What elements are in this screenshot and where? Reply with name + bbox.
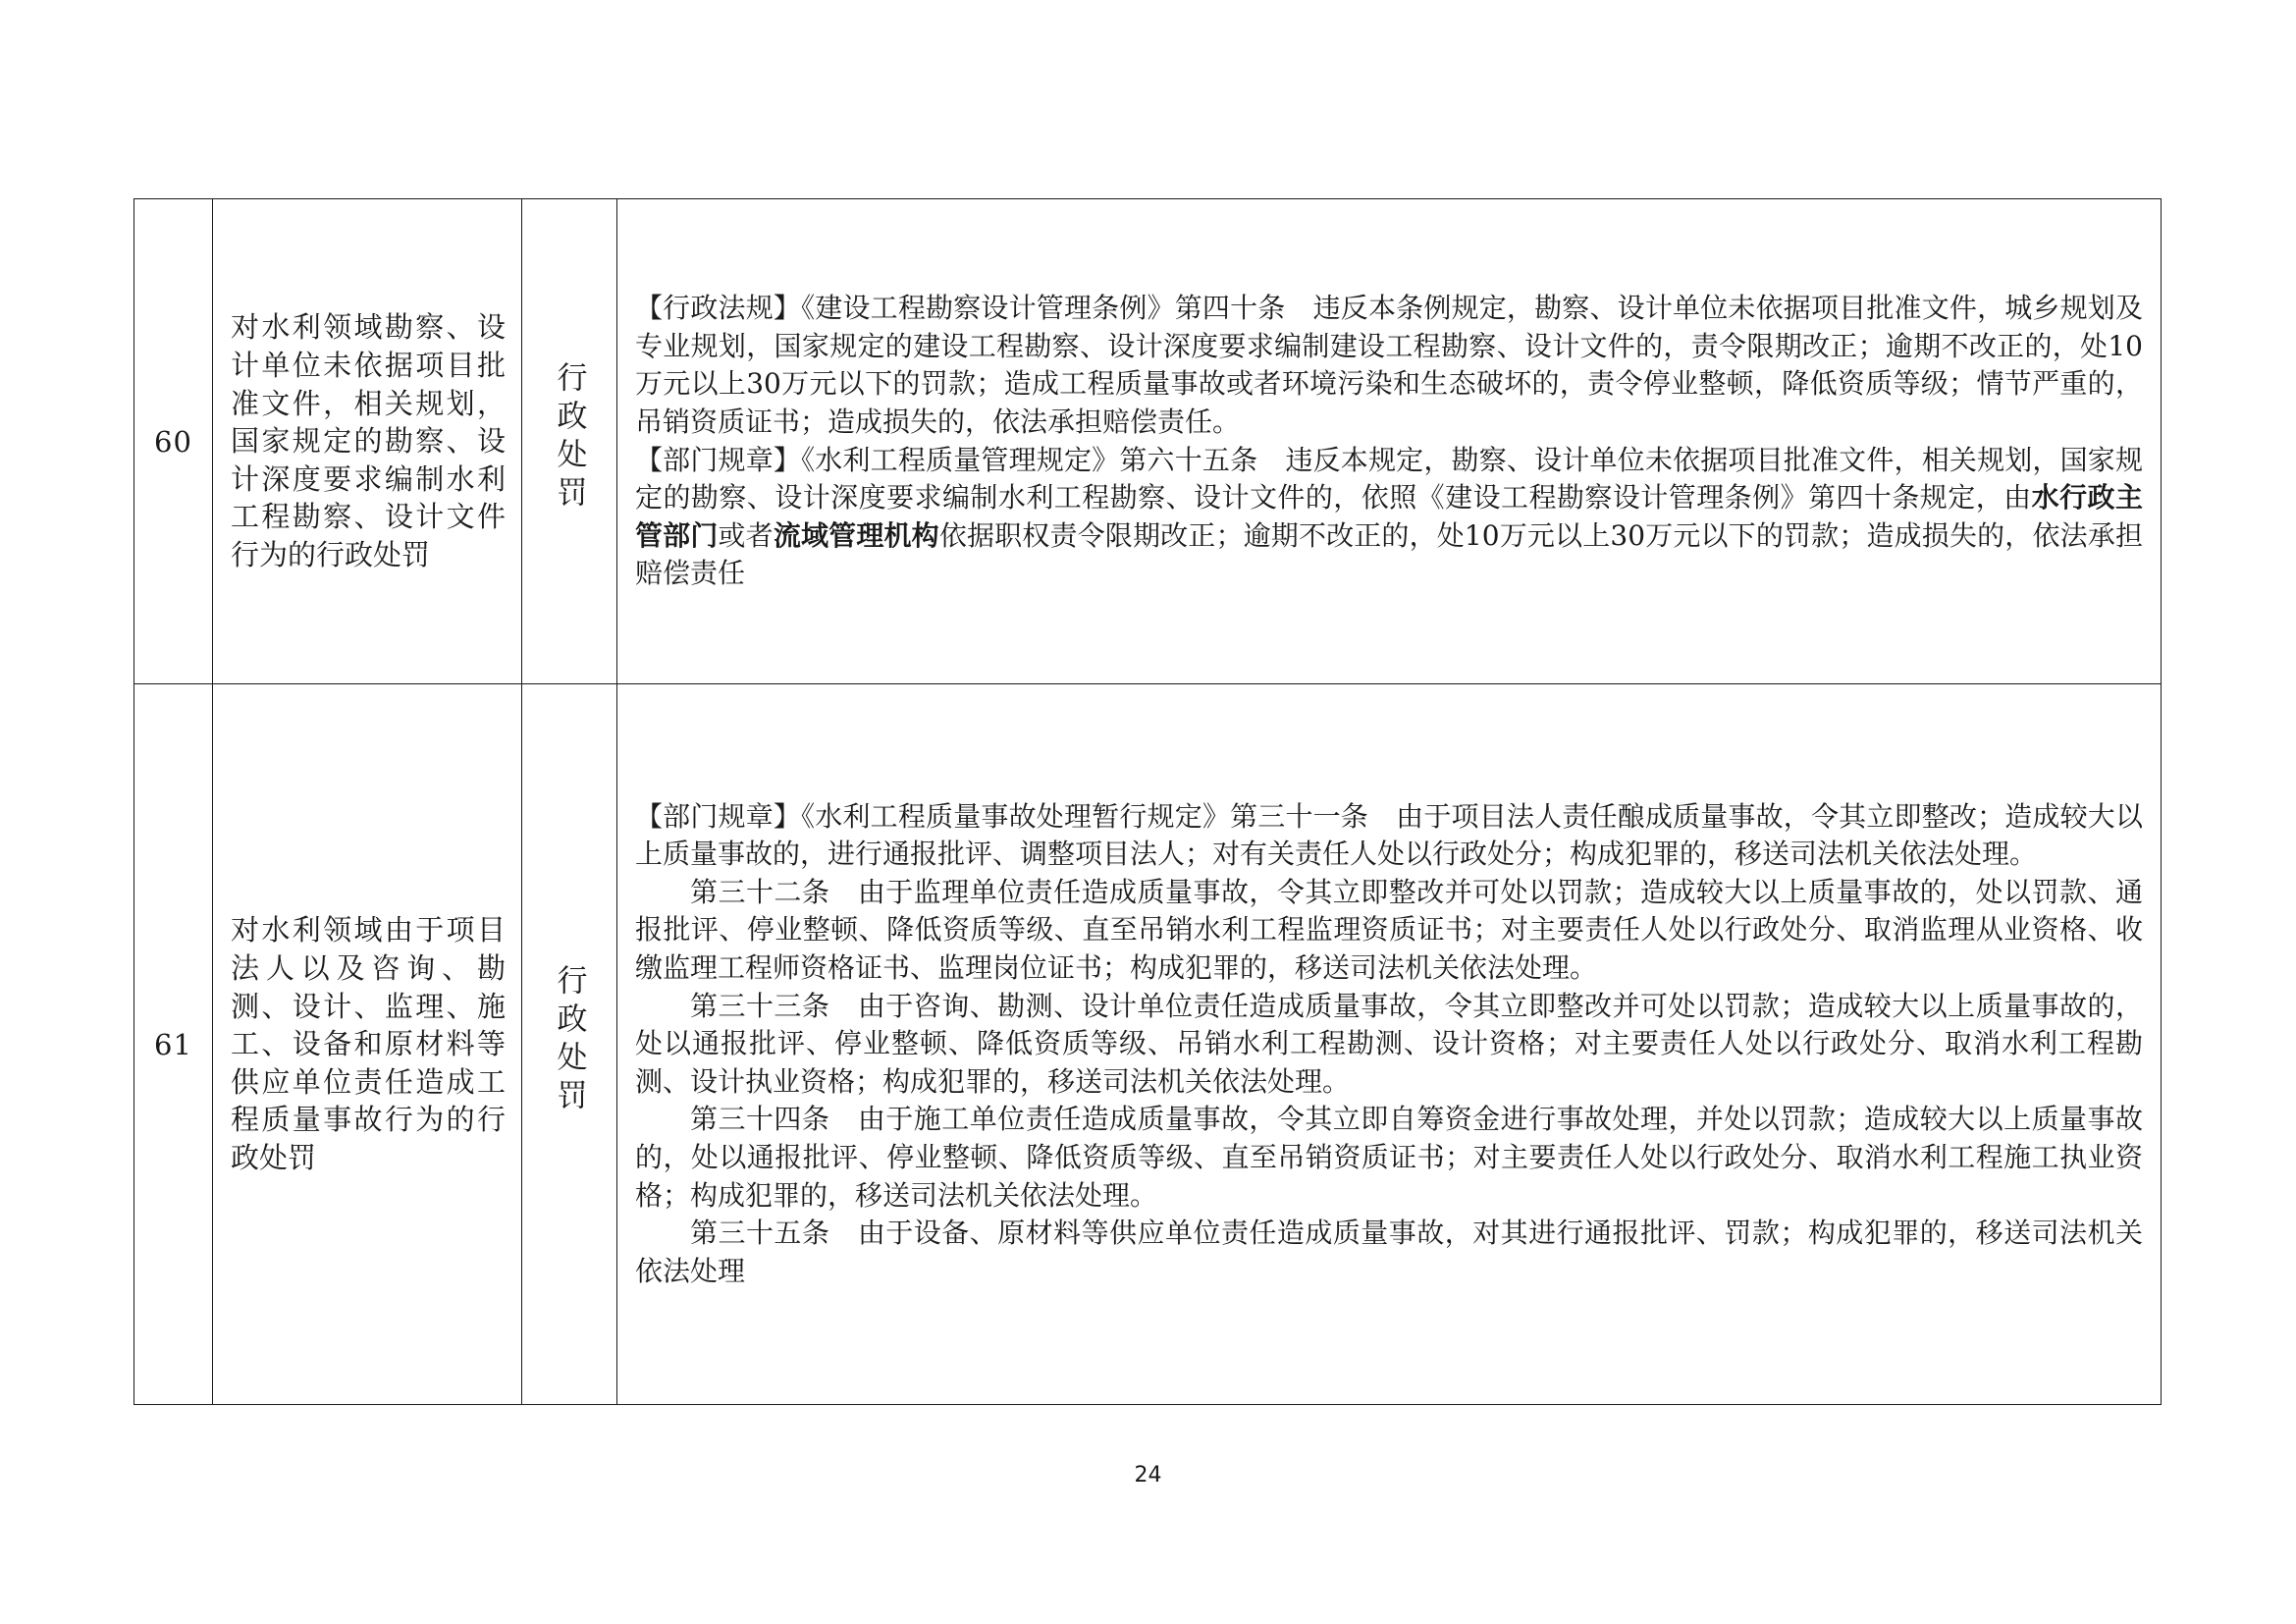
basis-paragraph: 【部门规章】《水利工程质量事故处理暂行规定》第三十一条 由于项目法人责任酿成质量事故，令其立即整改；造成较大以上质量事故的，进行通报批评、调整项目法人；对有关责任人处以行政处分；构成犯罪的，移送司法机关依法处理。 xyxy=(635,799,2143,871)
table-row xyxy=(134,684,2162,1405)
penalty-type-label: 行政处罚 xyxy=(551,360,587,514)
basis-text: 依据职权责令限期改正；逾期不改正的，处10万元以上30万元以下的罚款；造成损失的，依法承担赔偿责任 xyxy=(635,518,2143,590)
basis-paragraph: 第三十三条 由于咨询、勘测、设计单位责任造成质量事故，令其立即整改并可处以罚款；造成较大以上质量事故的，处以通报批评、停业整顿、降低资质等级、吊销水利工程勘测、设计资格；对主要责任人处以行政处分、取消水利工程勘测、设计执业资格；构成犯罪的，移送司法机关依法处理。 xyxy=(635,989,2143,1098)
basis-emphasis: 流域管理机构 xyxy=(773,518,939,552)
penalty-type-label: 行政处罚 xyxy=(551,963,587,1117)
basis-paragraph: 第三十五条 由于设备、原材料等供应单位责任造成质量事故，对其进行通报批评、罚款；构成犯罪的，移送司法机关依法处理 xyxy=(635,1217,2143,1287)
penalty-type xyxy=(522,199,617,684)
item-name: 对水利领域由于项目法人以及咨询、勘测、设计、监理、施工、设备和原材料等供应单位责任造成工程质量事故行为的行政处罚 xyxy=(213,684,522,1405)
basis-paragraph: 第三十二条 由于监理单位责任造成质量事故，令其立即整改并可处以罚款；造成较大以上质量事故的，处以罚款、通报批评、停业整顿、降低资质等级、直至吊销水利工程监理资质证书；对主要责任人处以行政处分、取消监理从业资格、收缴监理工程师资格证书、监理岗位证书；构成犯罪的，移送司法机关依法处理。 xyxy=(635,875,2143,985)
table-row xyxy=(134,199,2162,684)
row-number: 60 xyxy=(134,199,213,684)
item-name: 对水利领域勘察、设计单位未依据项目批准文件，相关规划，国家规定的勘察、设计深度要求编制水利工程勘察、设计文件行为的行政处罚 xyxy=(213,199,522,684)
basis-text: 或者 xyxy=(718,518,774,552)
page-number: 24 xyxy=(1134,1463,1162,1488)
basis-paragraph xyxy=(635,442,2143,593)
legal-basis xyxy=(617,684,2162,1405)
penalty-type xyxy=(522,684,617,1405)
row-number: 61 xyxy=(134,684,213,1405)
regulation-table xyxy=(133,198,2162,1405)
basis-paragraph: 【行政法规】《建设工程勘察设计管理条例》第四十条 违反本条例规定，勘察、设计单位未依据项目批准文件，城乡规划及专业规划，国家规定的建设工程勘察、设计深度要求编制建设工程勘察、设计文件的，责令限期改正；逾期不改正的，处10万元以上30万元以下的罚款；造成工程质量事故或者环境污染和生态破坏的，责令停业整顿，降低资质等级；情节严重的，吊销资质证书；造成损失的，依法承担赔偿责任。 xyxy=(635,292,2143,438)
basis-text: 【部门规章】《水利工程质量管理规定》第六十五条 违反本规定，勘察、设计单位未依据项目批准文件，相关规划，国家规定的勘察、设计深度要求编制水利工程勘察、设计文件的，依照《建设工程勘察设计管理条例》第四十条规定，由 xyxy=(635,443,2143,514)
basis-paragraph: 第三十四条 由于施工单位责任造成质量事故，令其立即自筹资金进行事故处理，并处以罚款；造成较大以上质量事故的，处以通报批评、停业整顿、降低资质等级、直至吊销资质证书；对主要责任人处以行政处分、取消水利工程施工执业资格；构成犯罪的，移送司法机关依法处理。 xyxy=(635,1103,2143,1212)
basis-emphasis: 水行政主管部门 xyxy=(635,481,2143,552)
legal-basis xyxy=(617,199,2162,684)
